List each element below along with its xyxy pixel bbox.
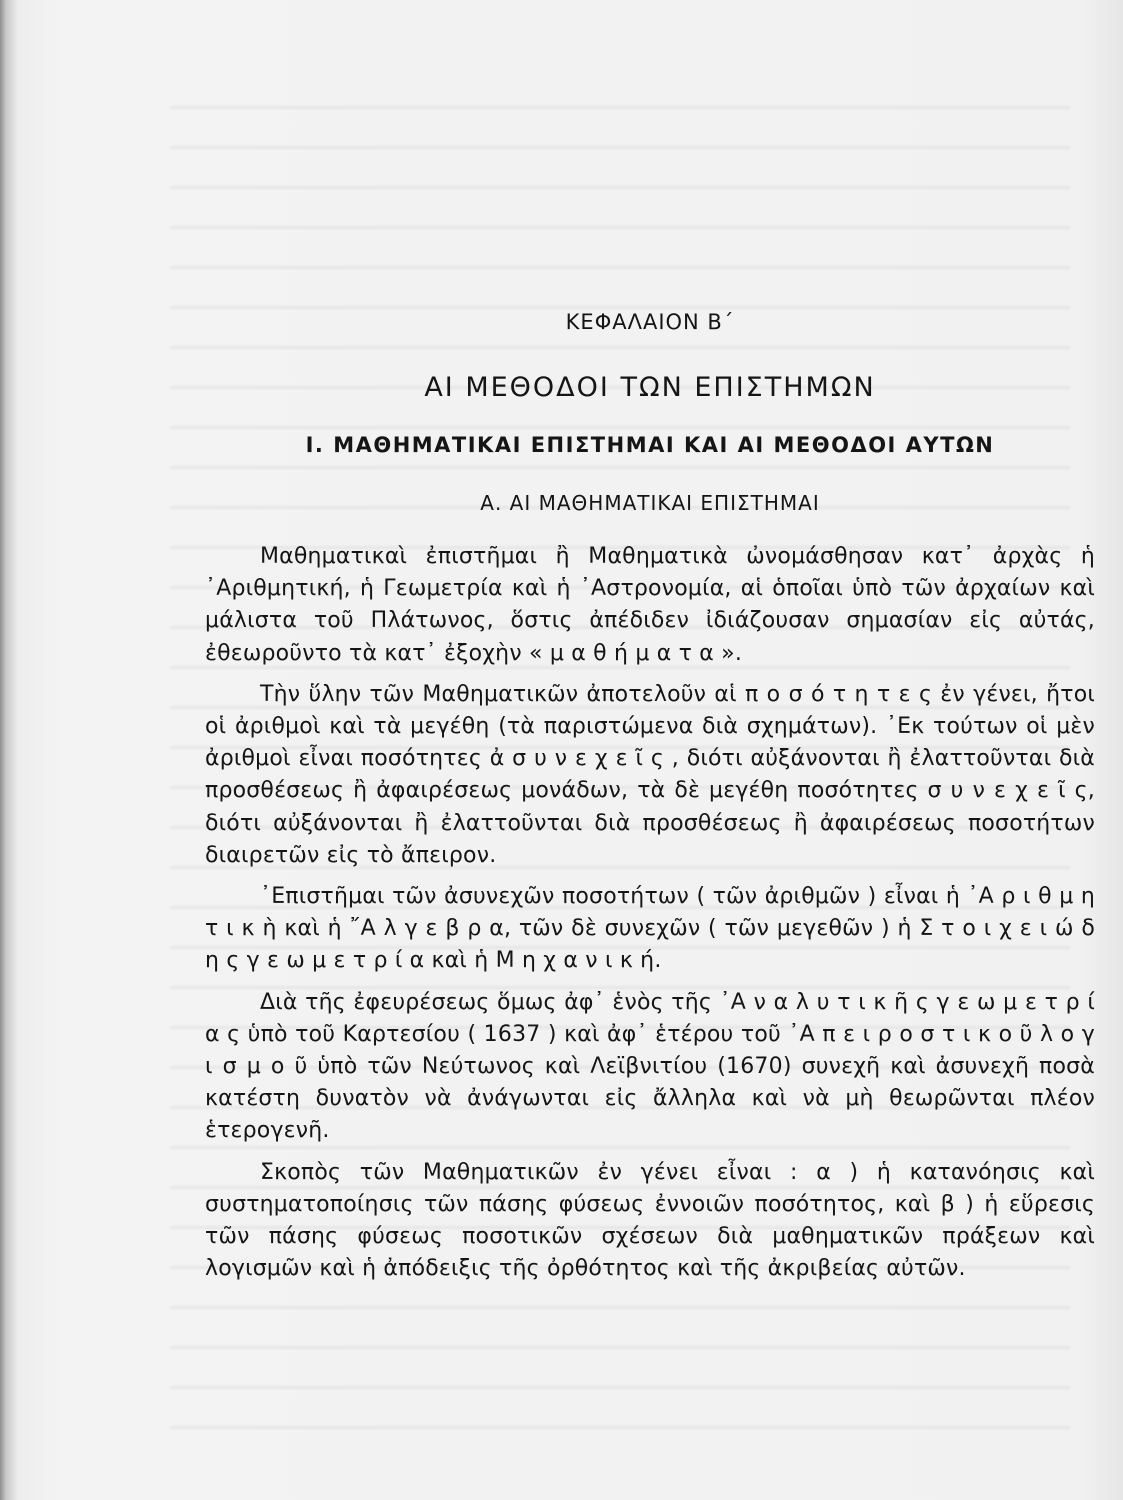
- chapter-title: ΑΙ ΜΕΘΟΔΟΙ ΤΩΝ ΕΠΙΣΤΗΜΩΝ: [424, 372, 876, 403]
- subsection-title: Α. ΑΙ ΜΑΘΗΜΑΤΙΚΑΙ ΕΠΙΣΤΗΜΑΙ: [480, 491, 820, 515]
- paragraph-3: ᾽Επιστῆμαι τῶν ἀσυνεχῶν ποσοτήτων ( τῶν ἀριθμῶν ) εἶναι ἡ ᾽Α ρ ι θ μ η τ ι κ ὴ καὶ ἡ ῎Α λ γ ε β ρ α, τῶν δὲ συνεχῶν ( τῶν μεγεθῶν ) ἡ Σ τ ο ι χ ε ι ώ δ η ς γ ε ω μ ε τ ρ ί α καὶ ἡ Μ η χ α ν ι κ ή.: [205, 884, 1095, 974]
- section-title: Ι. ΜΑΘΗΜΑΤΙΚΑΙ ΕΠΙΣΤΗΜΑΙ ΚΑΙ ΑΙ ΜΕΘΟΔΟΙ ΑΥΤΩΝ: [305, 433, 995, 457]
- paragraph-5: Σκοπὸς τῶν Μαθηματικῶν ἐν γένει εἶναι : α ) ἡ κατανόησις καὶ συστηματοποίησις τῶν πάσης φύσεως ἐννοιῶν ποσότητος, καὶ β ) ἡ εὕρεσις τῶν πάσης φύσεως ποσοτικῶν σχέσεων διὰ μαθηματικῶν πράξεων καὶ λογισμῶν καὶ ἡ ἀπόδειξις τῆς ὀρθότητος καὶ τῆς ἀκριβείας αὐτῶν.: [205, 1159, 1095, 1282]
- chapter-label: ΚΕΦΑΛΑΙΟΝ Β΄: [565, 310, 735, 334]
- paragraph-4: Διὰ τῆς ἐφευρέσεως ὅμως ἀφ᾽ ἑνὸς τῆς ᾽Α ν α λ υ τ ι κ ῆ ς γ ε ω μ ε τ ρ ί α ς ὑπὸ τοῦ Καρτεσίου ( 1637 ) καὶ ἀφ᾽ ἑτέρου τοῦ ᾽Α π ε ι ρ ο σ τ ι κ ο ῦ λ ο γ ι σ μ ο ῦ ὑπὸ τῶν Νεύτωνος καὶ Λεϊβνιτίου (1670) συνεχῆ καὶ ἀσυνεχῆ ποσὰ κατέστη δυνατὸν νὰ ἀνάγωνται εἰς ἄλληλα καὶ νὰ μὴ θεωρῶνται πλέον ἑτερογενῆ.: [205, 989, 1095, 1144]
- paragraph-2: Τὴν ὕλην τῶν Μαθηματικῶν ἀποτελοῦν αἱ π ο σ ό τ η τ ε ς ἐν γένει, ἤτοι οἱ ἀριθμοὶ καὶ τὰ μεγέθη (τὰ παριστώμενα διὰ σχημάτων). ᾽Εκ τούτων οἱ μὲν ἀριθμοὶ εἶναι ποσότητες ἀ σ υ ν ε χ ε ῖ ς , διότι αὐξάνονται ἢ ἐλαττοῦνται διὰ προσθέσεως ἢ ἀφαιρέσεως μονάδων, τὰ δὲ μεγέθη ποσότητες σ υ ν ε χ ε ῖ ς, διότι αὐξάνονται ἢ ἐλαττοῦνται διὰ προσθέσεως ἢ ἀφαιρέσεως ποσοτήτων διαιρετῶν εἰς τὸ ἄπειρον.: [205, 681, 1095, 868]
- paragraph-1: Μαθηματικαὶ ἐπιστῆμαι ἢ Μαθηματικὰ ὠνομάσθησαν κατ᾽ ἀρχὰς ἡ ᾽Αριθμητική, ἡ Γεωμετρία καὶ ἡ ᾽Αστρονομία, αἱ ὁποῖαι ὑπὸ τῶν ἀρχαίων καὶ μάλιστα τοῦ Πλάτωνος, ὅστις ἀπέδιδεν ἰδιάζουσαν σημασίαν εἰς αὐτάς, ἐθεωροῦντο τὰ κατ᾽ ἐξοχὴν « μ α θ ή μ α τ α ».: [205, 544, 1095, 666]
- page-content: [205, 310, 1095, 1294]
